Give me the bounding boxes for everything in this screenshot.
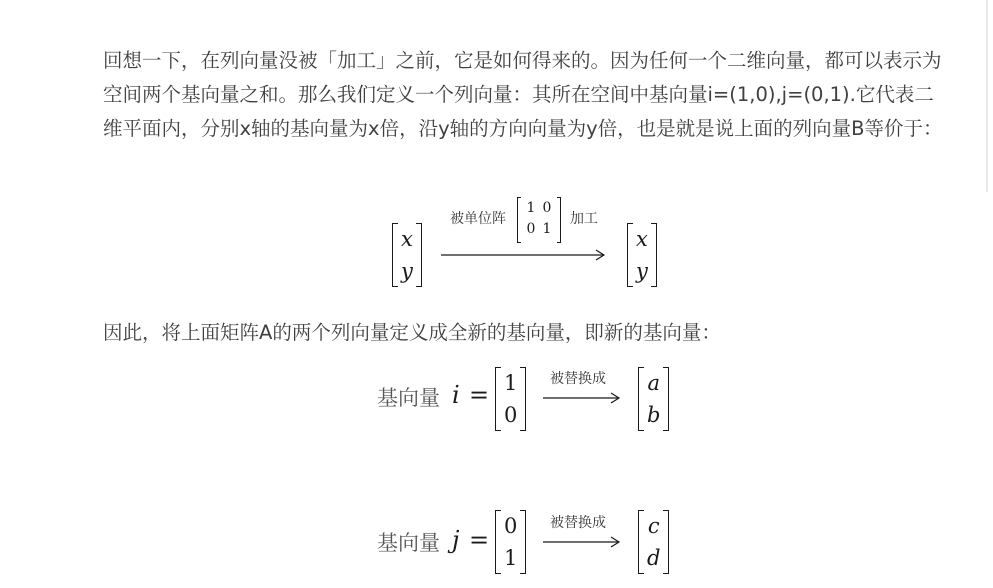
vector-entry: x <box>636 227 648 251</box>
scrollbar-track[interactable] <box>986 0 988 192</box>
replacement-column-vector <box>638 510 669 574</box>
vector-entry: b <box>647 403 661 427</box>
equals-sign: = <box>469 381 490 409</box>
right-arrow-icon <box>543 535 621 549</box>
column-vector-xy-result <box>627 223 657 287</box>
explanation-paragraph: 回想一下，在列向量没被「加工」之前，它是如何得来的。因为任何一个二维向量，都可以表示为空间两个基向量之和。那么我们定义一个列向量：其所在空间中基向量i=(1,0),j=(0,1).它代表二维平面内，分别x轴的基向量为x倍，沿y轴的方向向量为y倍，也是就是说上面的列向量B等价于： <box>103 49 943 140</box>
arrow-label-before: 被单位阵 <box>450 211 506 227</box>
basis-symbol: j <box>452 526 460 554</box>
vector-entry: y <box>401 259 413 283</box>
basis-symbol: i <box>452 381 460 409</box>
identity-matrix <box>517 197 561 243</box>
vector-entry: d <box>647 546 661 570</box>
column-vector-xy <box>392 223 422 287</box>
vector-entry: 0 <box>504 403 518 427</box>
basis-vector-label: 基向量 <box>377 531 440 555</box>
arrow-label: 被替换成 <box>550 371 606 387</box>
arrow-label-after: 加工 <box>570 211 598 227</box>
right-arrow-icon <box>543 391 621 405</box>
basis-column-vector <box>495 367 526 431</box>
basis-vector-label: 基向量 <box>377 386 440 410</box>
arrow-label: 被替换成 <box>550 515 606 531</box>
vector-entry: 0 <box>504 514 518 538</box>
long-right-arrow-icon <box>441 248 607 262</box>
basis-column-vector <box>495 510 526 574</box>
matrix-entry: 1 <box>542 220 552 237</box>
basis-paragraph: 因此，将上面矩阵A的两个列向量定义成全新的基向量，即新的基向量： <box>103 321 721 344</box>
vector-entry: x <box>401 227 413 251</box>
matrix-entry: 0 <box>526 220 536 237</box>
replacement-column-vector <box>638 367 669 431</box>
matrix-entry: 0 <box>542 199 552 216</box>
vector-entry: 1 <box>504 371 518 395</box>
vector-entry: y <box>636 259 648 283</box>
vector-entry: a <box>647 371 660 395</box>
equals-sign: = <box>469 526 490 554</box>
matrix-entry: 1 <box>526 199 536 216</box>
vector-entry: 1 <box>504 546 518 570</box>
vector-entry: c <box>647 514 660 538</box>
